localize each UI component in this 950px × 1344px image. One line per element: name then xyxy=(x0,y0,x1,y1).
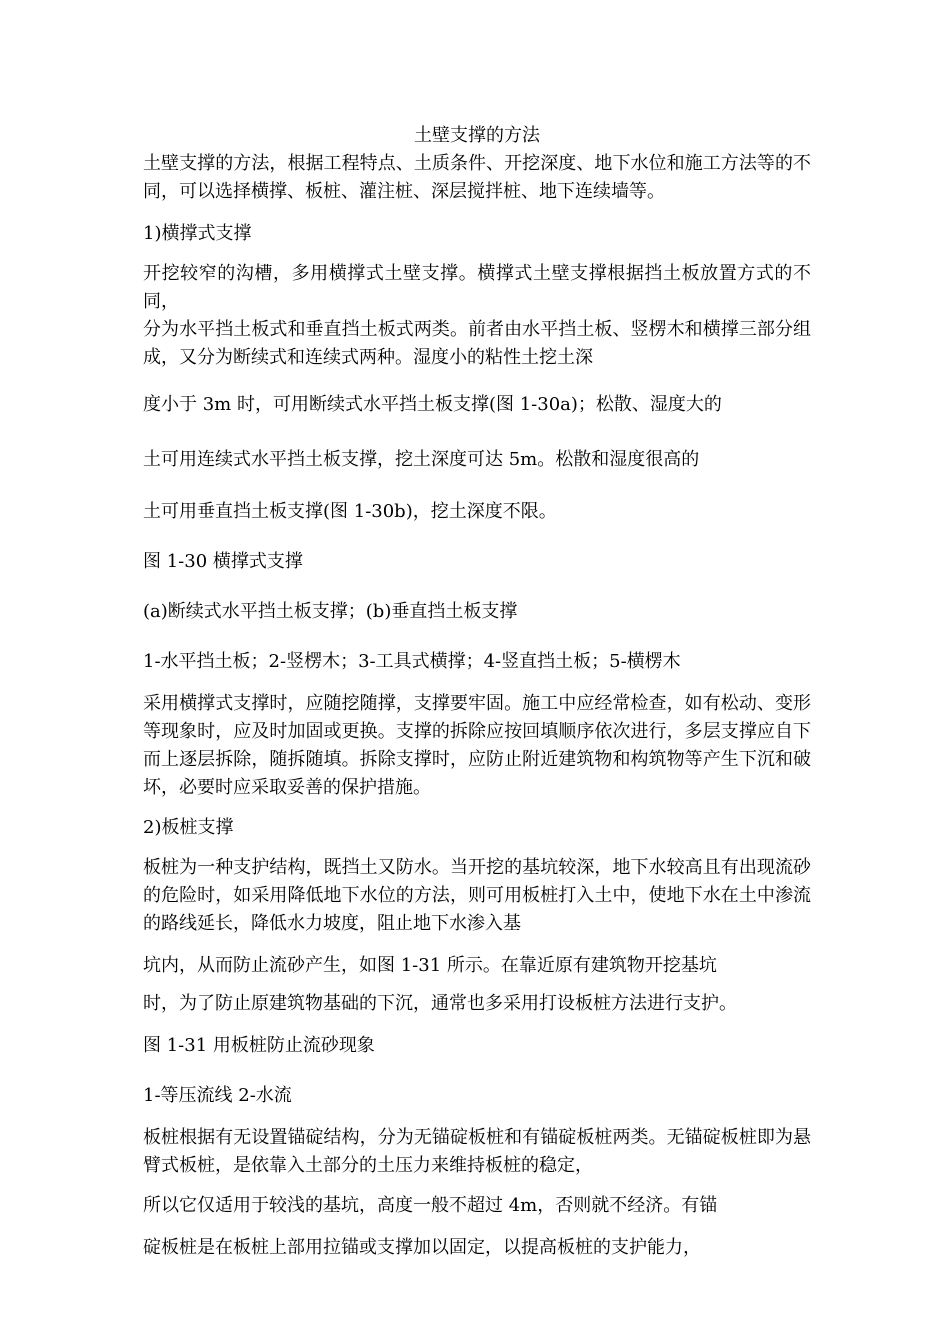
section2-paragraph-2a: 板桩根据有无设置锚碇结构，分为无锚碇板桩和有锚碇板桩两类。无锚碇板桩即为悬臂式板桩，是依靠入土部分的土压力来维持板桩的稳定， xyxy=(143,1127,811,1176)
document-title: 土壁支撑的方法 xyxy=(414,125,540,146)
figure-1-31-title: 图 1-31 用板桩防止流砂现象 xyxy=(143,1035,375,1056)
document-page xyxy=(143,122,811,1268)
section2-paragraph-1b: 坑内，从而防止流砂产生，如图 1-31 所示。在靠近原有建筑物开挖基坑 xyxy=(143,955,717,976)
figure-1-30-legend: 1-水平挡土板；2-竖楞木；3-工具式横撑；4-竖直挡土板；5-横楞木 xyxy=(143,651,681,672)
intro-paragraph: 土壁支撑的方法，根据工程特点、土质条件、开挖深度、地下水位和施工方法等的不同，可以选择横撑、板桩、灌注桩、深层搅拌桩、地下连续墙等。 xyxy=(143,153,811,202)
section1-paragraph-2b: 度小于 3m 时，可用断续式水平挡土板支撑(图 1-30a)；松散、湿度大的 xyxy=(143,394,722,415)
section1-paragraph-3: 采用横撑式支撑时，应随挖随撑，支撑要牢固。施工中应经常检查，如有松动、变形等现象时，应及时加固或更换。支撑的拆除应按回填顺序依次进行，多层支撑应自下而上逐层拆除，随拆随填。拆除支撑时，应防止附近建筑物和构筑物等产生下沉和破坏，必要时应采取妥善的保护措施。 xyxy=(143,693,811,798)
section1-paragraph-2c: 土可用连续式水平挡土板支撑，挖土深度可达 5m。松散和湿度很高的 xyxy=(143,449,700,470)
figure-1-31-legend: 1-等压流线 2-水流 xyxy=(143,1085,292,1106)
section2-paragraph-1a: 板桩为一种支护结构，既挡土又防水。当开挖的基坑较深，地下水较高且有出现流砂的危险时，如采用降低地下水位的方法，则可用板桩打入土中，使地下水在土中渗流的路线延长，降低水力坡度，阻止地下水渗入基 xyxy=(143,857,811,934)
figure-1-30-title: 图 1-30 横撑式支撑 xyxy=(143,551,303,572)
figure-1-30-subcaption: (a)断续式水平挡土板支撑；(b)垂直挡土板支撑 xyxy=(143,601,518,622)
section1-paragraph-2a: 分为水平挡土板式和垂直挡土板式两类。前者由水平挡土板、竖楞木和横撑三部分组成，又分为断续式和连续式两种。湿度小的粘性土挖土深 xyxy=(143,319,811,368)
section1-paragraph-2d: 土可用垂直挡土板支撑(图 1-30b)，挖土深度不限。 xyxy=(143,501,557,522)
section2-paragraph-2b: 所以它仅适用于较浅的基坑，高度一般不超过 4m，否则就不经济。有锚 xyxy=(143,1195,718,1216)
section1-paragraph-1: 开挖较窄的沟槽，多用横撑式土壁支撑。横撑式土壁支撑根据挡土板放置方式的不同， xyxy=(143,263,811,312)
section2-paragraph-1c: 时，为了防止原建筑物基础的下沉，通常也多采用打设板桩方法进行支护。 xyxy=(143,993,737,1014)
section1-heading: 1)横撑式支撑 xyxy=(143,223,252,244)
section2-heading: 2)板桩支撑 xyxy=(143,817,234,838)
section2-paragraph-2c: 碇板桩是在板桩上部用拉锚或支撑加以固定，以提高板桩的支护能力， xyxy=(143,1237,701,1258)
